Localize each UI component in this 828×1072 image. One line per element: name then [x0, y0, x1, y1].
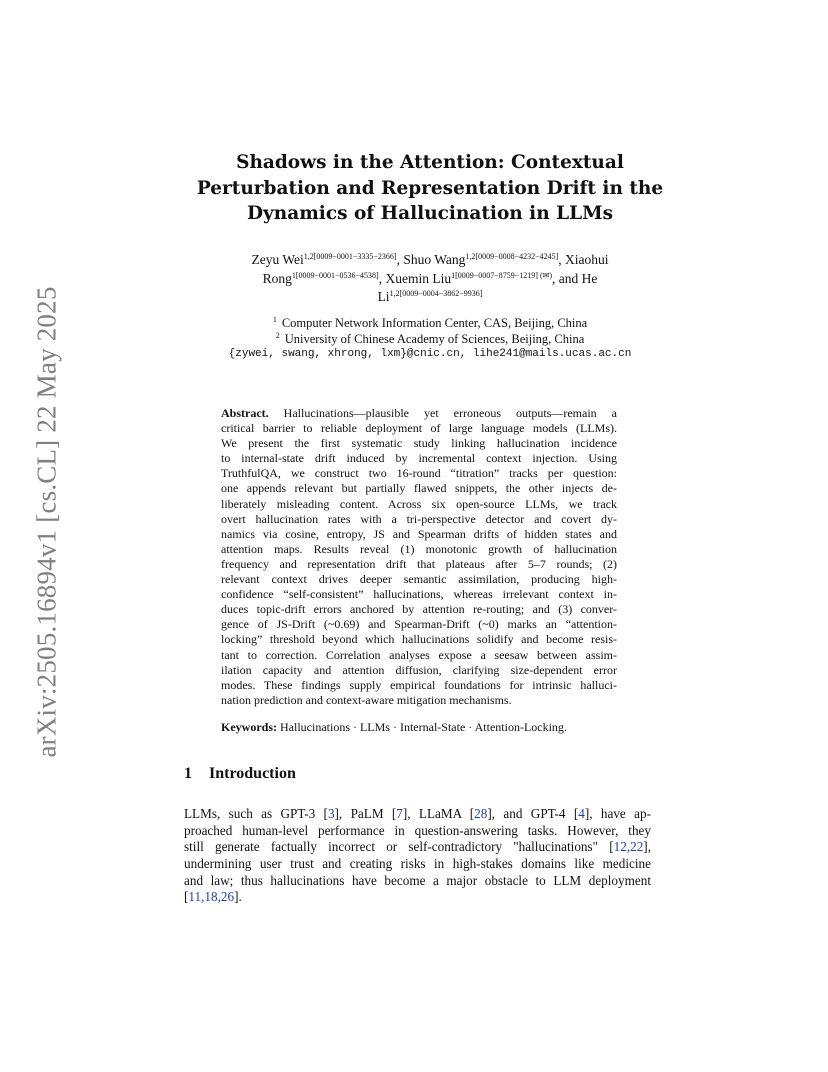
affiliation-line: [150, 332, 710, 348]
affiliations: [150, 316, 710, 363]
author-orcid: 1,2[0009−0004−3862−9936]: [389, 289, 483, 298]
title-line: Perturbation and Representation Drift in the: [196, 177, 664, 199]
abstract-text: Hallucinations—plausible yet erroneous outputs—remain a: [268, 406, 617, 420]
citation-link[interactable]: 4: [578, 806, 585, 821]
abstract-label: Abstract.: [221, 406, 269, 420]
author-name: Zeyu Wei: [251, 252, 304, 267]
abstract-line: gence of JS-Drift (~0.69) and Spearman-Drift (~0) marks an “attention-: [221, 617, 617, 632]
separator: , and: [552, 270, 579, 286]
author-name: Li: [377, 289, 390, 304]
author-orcid: 1,2[0009−0001−3335−2366]: [303, 252, 397, 261]
email-addresses: {zywei, swang, xhrong, lxm}@cnic.cn, lihe241@mails.ucas.ac.cn: [228, 348, 632, 360]
abstract: [221, 406, 617, 708]
text: ].: [234, 889, 242, 905]
author-name: Xiaohui: [565, 252, 609, 267]
text: still generate factually incorrect or self-contradictory "hallucinations" [: [184, 839, 614, 855]
abstract-line: nation prediction and context-aware mitigation mechanisms.: [221, 692, 512, 707]
author-line: [150, 288, 710, 307]
abstract-line: attention maps. Results reveal (1) monotonic growth of hallucination: [221, 541, 617, 556]
citation-link[interactable]: 12,22: [613, 839, 644, 855]
keywords: [221, 720, 617, 735]
keywords-label: Keywords:: [221, 720, 277, 734]
author-list: [150, 251, 710, 307]
text: ],: [643, 839, 651, 855]
separator: ,: [378, 270, 386, 286]
abstract-line: relevant context drives deeper semantic assimilation, producing high-: [221, 572, 617, 587]
text: ], LLaMA [: [402, 806, 475, 821]
author-name: Shuo Wang: [403, 252, 466, 267]
section-title: Introduction: [209, 765, 296, 782]
abstract-line: We present the first systematic study linking hallucination incidence: [221, 436, 617, 451]
affiliation-number: 1: [272, 315, 277, 324]
paragraph-line: [184, 889, 651, 906]
abstract-line: TruthfulQA, we construct two 16-round “titration” tracks per question:: [221, 466, 617, 481]
author-orcid: 1,2[0009−0008−4232−4245]: [465, 252, 559, 261]
citation-link[interactable]: 3: [327, 806, 335, 821]
affiliation-text: University of Chinese Academy of Sciences, Beijing, China: [284, 331, 585, 346]
citation-link[interactable]: 28: [474, 806, 488, 821]
paragraph-line: and law; thus hallucinations have become a major obstacle to LLM deployment: [184, 872, 651, 888]
text: LLMs, such as GPT-3 [: [184, 806, 328, 821]
keywords-text: Hallucinations · LLMs · Internal-State · Attention-Locking.: [277, 720, 567, 734]
paragraph-line: [184, 839, 651, 856]
affiliation-line: [150, 316, 710, 332]
author-name: Xuemin Liu: [385, 270, 452, 286]
title-line: Shadows in the Attention: Contextual: [236, 152, 624, 173]
author-name: Rong: [262, 270, 292, 286]
paragraph-line: undermining user trust and creating risks in high-stakes domains like medicine: [184, 856, 651, 872]
paragraph-line: [184, 806, 651, 823]
text: ], and GPT-4 [: [487, 806, 579, 821]
separator: ,: [396, 252, 404, 267]
abstract-line: overt hallucination rates with a tri-perspective detector and covert dy-: [221, 511, 617, 526]
section-number: 1: [184, 765, 192, 782]
author-orcid: 1[0009−0007−8759−1219] (✉): [451, 270, 553, 280]
citation-link[interactable]: 11,18,26: [188, 889, 235, 905]
author-orcid: 1[0009−0001−0536−4538]: [291, 270, 379, 280]
abstract-line: critical barrier to reliable deployment of large language models (LLMs).: [221, 421, 617, 436]
abstract-line: tant to correction. Correlation analyses expose a seesaw between assim-: [221, 647, 617, 662]
abstract-line: confidence “self-consistent” hallucinations, whereas irrelevant context in-: [221, 587, 617, 602]
affiliation-number: 2: [275, 330, 280, 340]
abstract-line: locking” threshold beyond which hallucinations solidify and become resis-: [221, 632, 617, 647]
abstract-line: [221, 406, 617, 421]
arxiv-id-text: arXiv:2505.16894v1 [cs.CL] 22 May 2025: [31, 286, 62, 758]
text: ], PaLM [: [334, 806, 397, 821]
separator: ,: [558, 252, 566, 267]
text: ], have ap-: [584, 806, 651, 821]
text: [: [184, 889, 189, 905]
abstract-line: liberately misleading content. Across six open-source LLMs, we track: [221, 496, 617, 511]
section-heading: [184, 765, 296, 783]
author-line: [150, 270, 710, 289]
author-line: [150, 251, 710, 270]
citation-link[interactable]: 7: [396, 806, 403, 821]
introduction-paragraph: [184, 806, 651, 906]
abstract-line: namics via cosine, entropy, JS and Spearman drifts of hidden states and: [221, 526, 617, 541]
paper-title: [160, 150, 700, 227]
abstract-line: to internal-state drift induced by incremental context injection. Using: [221, 451, 617, 466]
abstract-line: duces topic-drift errors anchored by attention re-routing; and (3) conver-: [221, 602, 617, 617]
abstract-line: ilation capacity and attention diffusion, clarifying size-dependent error: [221, 662, 617, 677]
abstract-line: one appends relevant but partially flawed snippets, the other injects de-: [221, 481, 617, 496]
affiliation-text: Computer Network Information Center, CAS, Beijing, China: [281, 316, 588, 330]
paragraph-line: proached human-level performance in question-answering tasks. However, they: [184, 822, 651, 838]
title-line: Dynamics of Hallucination in LLMs: [246, 203, 614, 224]
author-name: He: [581, 270, 598, 286]
abstract-line: modes. These findings supply empirical foundations for intrinsic halluci-: [221, 677, 617, 692]
abstract-line: frequency and representation drift that plateaus after 5–7 rounds; (2): [221, 556, 617, 571]
